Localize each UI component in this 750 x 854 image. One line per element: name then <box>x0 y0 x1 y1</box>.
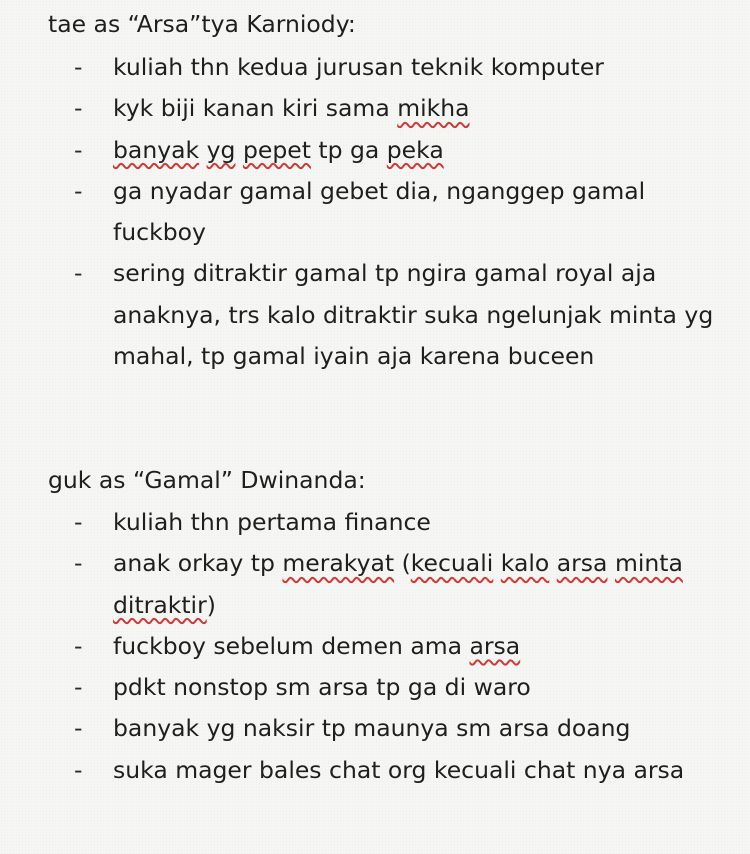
bullet-dash: - <box>74 755 83 784</box>
misspelled-word: ditraktir <box>113 590 207 619</box>
list-item <box>0 502 723 543</box>
misspelled-word: kecuali <box>410 549 494 578</box>
misspelled-word: merakyat <box>282 549 395 578</box>
item-text: pdkt nonstop sm arsa tp ga di waro <box>113 673 531 702</box>
list-item <box>0 47 723 88</box>
bullet-dash: - <box>74 631 83 660</box>
misspelled-word: arsa <box>556 549 608 578</box>
item-text <box>549 549 556 577</box>
list-item <box>0 750 723 791</box>
section-heading-gamal: guk as “Gamal” Dwinanda: <box>48 466 366 494</box>
list-item <box>0 708 723 749</box>
item-text <box>235 136 242 164</box>
misspelled-word: pepet <box>242 135 311 164</box>
item-text: banyak yg naksir tp maunya sm arsa doang <box>113 714 631 743</box>
list-item <box>0 253 723 377</box>
misspelled-word: kalo <box>500 549 550 578</box>
item-text: kuliah thn pertama finance <box>113 508 431 536</box>
bullet-dash: - <box>74 549 83 578</box>
item-text: ( <box>394 549 411 578</box>
list-item <box>0 543 723 626</box>
list-gamal <box>0 502 723 791</box>
item-text: ga nyadar gamal gebet dia, nganggep gamal fuckboy <box>113 176 646 247</box>
bullet-dash: - <box>74 53 83 81</box>
item-text: fuckboy sebelum demen ama <box>113 631 470 660</box>
misspelled-word: mikha <box>397 94 470 123</box>
item-text <box>199 136 206 164</box>
item-text: suka mager bales chat org kecuali chat nya arsa <box>113 755 685 784</box>
list-item <box>0 130 723 171</box>
item-text: ) <box>206 590 216 619</box>
misspelled-word: arsa <box>469 631 521 660</box>
list-item <box>0 171 723 254</box>
section-heading-arsa: tae as “Arsa”tya Karniody: <box>48 10 356 38</box>
bullet-dash: - <box>74 714 83 743</box>
list-item <box>0 626 723 667</box>
misspelled-word: yg <box>206 135 236 164</box>
bullet-dash: - <box>74 508 83 536</box>
item-text <box>607 549 614 577</box>
item-text: kyk biji kanan kiri sama <box>113 94 398 123</box>
list-item <box>0 667 723 708</box>
bullet-dash: - <box>74 176 83 205</box>
bullet-dash: - <box>74 673 83 702</box>
bullet-dash: - <box>74 94 83 123</box>
item-text <box>493 549 500 577</box>
misspelled-word: peka <box>386 135 444 164</box>
list-item <box>0 88 723 129</box>
item-text: sering ditraktir gamal tp ngira gamal royal aja anaknya, trs kalo ditraktir suka ngelunjak minta yg mahal, tp gamal iyain aja karena buceen <box>113 259 714 371</box>
bullet-dash: - <box>74 259 83 288</box>
bullet-dash: - <box>74 135 83 164</box>
misspelled-word: banyak <box>113 135 200 164</box>
item-text: anak orkay tp <box>113 549 283 578</box>
list-arsa <box>0 47 723 377</box>
misspelled-word: minta <box>614 549 683 578</box>
item-text: tp ga <box>310 135 387 164</box>
item-text: kuliah thn kedua jurusan teknik komputer <box>113 53 604 81</box>
